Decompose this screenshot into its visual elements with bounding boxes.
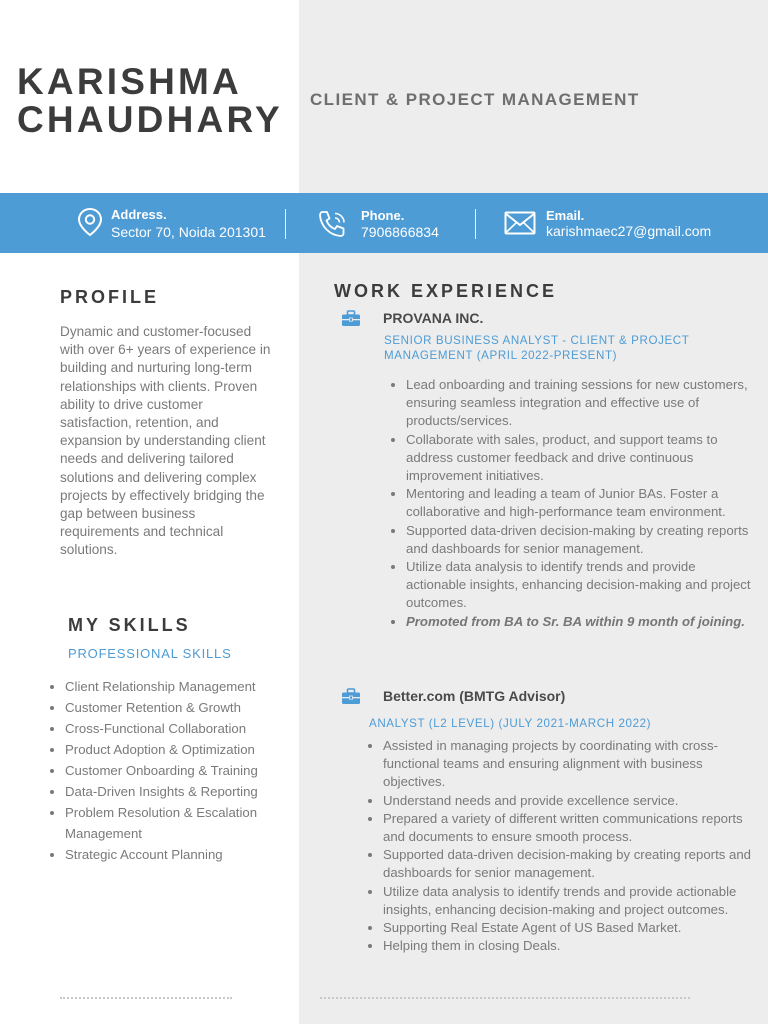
contact-divider <box>475 209 476 239</box>
name-last: CHAUDHARY <box>17 99 283 140</box>
skill-item: • Cross-Functional Collaboration <box>65 718 305 739</box>
email-label: Email. <box>546 208 585 223</box>
name-first: KARISHMA <box>17 61 242 102</box>
address-value: Sector 70, Noida 201301 <box>111 224 266 240</box>
footer-divider-right <box>320 997 690 999</box>
skills-list <box>50 676 305 865</box>
briefcase-icon <box>341 310 361 327</box>
work-experience-heading: WORK EXPERIENCE <box>334 281 558 301</box>
job-role: ANALYST (L2 LEVEL) (JULY 2021-MARCH 2022) <box>369 717 652 730</box>
skill-item: • Customer Onboarding & Training <box>65 760 305 781</box>
job-bullet: • Understand needs and provide excellence service. <box>383 792 753 810</box>
company-name: PROVANA INC. <box>383 310 484 326</box>
candidate-name <box>17 63 283 139</box>
skill-item: • Strategic Account Planning <box>65 844 305 865</box>
job-bullet: • Assisted in managing projects by coordinating with cross-functional teams and ensuring alignment with business objectives. <box>383 737 753 792</box>
job-bullet: • Supported data-driven decision-making by creating reports and dashboards for senior management. <box>406 522 752 558</box>
skill-item: • Product Adoption & Optimization <box>65 739 305 760</box>
contact-bar <box>0 193 768 253</box>
skill-item: • Client Relationship Management <box>65 676 305 697</box>
job-bullet: • Supporting Real Estate Agent of US Based Market. <box>383 919 753 937</box>
phone-label: Phone. <box>361 208 405 223</box>
skills-subheading: PROFESSIONAL SKILLS <box>68 646 232 661</box>
company-name: Better.com (BMTG Advisor) <box>383 688 566 704</box>
phone-value[interactable]: 7906866834 <box>361 224 439 240</box>
job-bullet: • Helping them in closing Deals. <box>383 937 753 955</box>
job-bullet: • Collaborate with sales, product, and support teams to address customer feedback and drive continuous improvement initiatives. <box>406 431 752 486</box>
address-label: Address. <box>111 207 167 222</box>
envelope-icon <box>504 211 536 235</box>
phone-icon <box>317 209 349 239</box>
job-bullets <box>390 376 752 631</box>
job-bullet: • Lead onboarding and training sessions for new customers, ensuring seamless integration and effective use of products/services. <box>406 376 752 431</box>
skill-item: • Data-Driven Insights & Reporting <box>65 781 305 802</box>
briefcase-icon <box>341 688 361 705</box>
profile-summary: Dynamic and customer-focused with over 6+ years of experience in building and nurturing long-term relationships with clients. Proven ability to drive customer satisfaction, retention, and expansion by understanding client needs and delivering tailored solutions and delivering complex projects by effectively bridging the gap between business requirements and technical solutions. <box>60 324 271 558</box>
skill-item: • Customer Retention & Growth <box>65 697 305 718</box>
skills-heading: MY SKILLS <box>68 615 191 635</box>
contact-divider <box>285 209 286 239</box>
job-bullet: • Utilize data analysis to identify trends and provide actionable insights, enhancing decision-making and project outcomes. <box>383 883 753 919</box>
footer-divider-left <box>60 997 232 999</box>
job-bullet: • Prepared a variety of different written communications reports and documents to ensure smooth process. <box>383 810 753 846</box>
job-bullet: • Utilize data analysis to identify trends and provide actionable insights, enhancing decision-making and project outcomes. <box>406 558 752 613</box>
job-bullets <box>367 737 753 955</box>
tagline: CLIENT & PROJECT MANAGEMENT <box>310 90 640 109</box>
skill-item: • Problem Resolution & Escalation Management <box>65 802 305 844</box>
job-role: SENIOR BUSINESS ANALYST - CLIENT & PROJECT MANAGEMENT (APRIL 2022-PRESENT) <box>384 334 690 362</box>
email-value[interactable]: karishmaec27@gmail.com <box>546 223 712 239</box>
job-bullet: • Mentoring and leading a team of Junior BAs. Foster a collaborative and high-performance team environment. <box>406 485 752 521</box>
profile-heading: PROFILE <box>60 287 160 307</box>
location-pin-icon <box>77 207 103 237</box>
job-bullet: • Supported data-driven decision-making by creating reports and dashboards for senior management. <box>383 846 753 882</box>
job-bullet-highlight: • Promoted from BA to Sr. BA within 9 month of joining. <box>406 613 752 631</box>
